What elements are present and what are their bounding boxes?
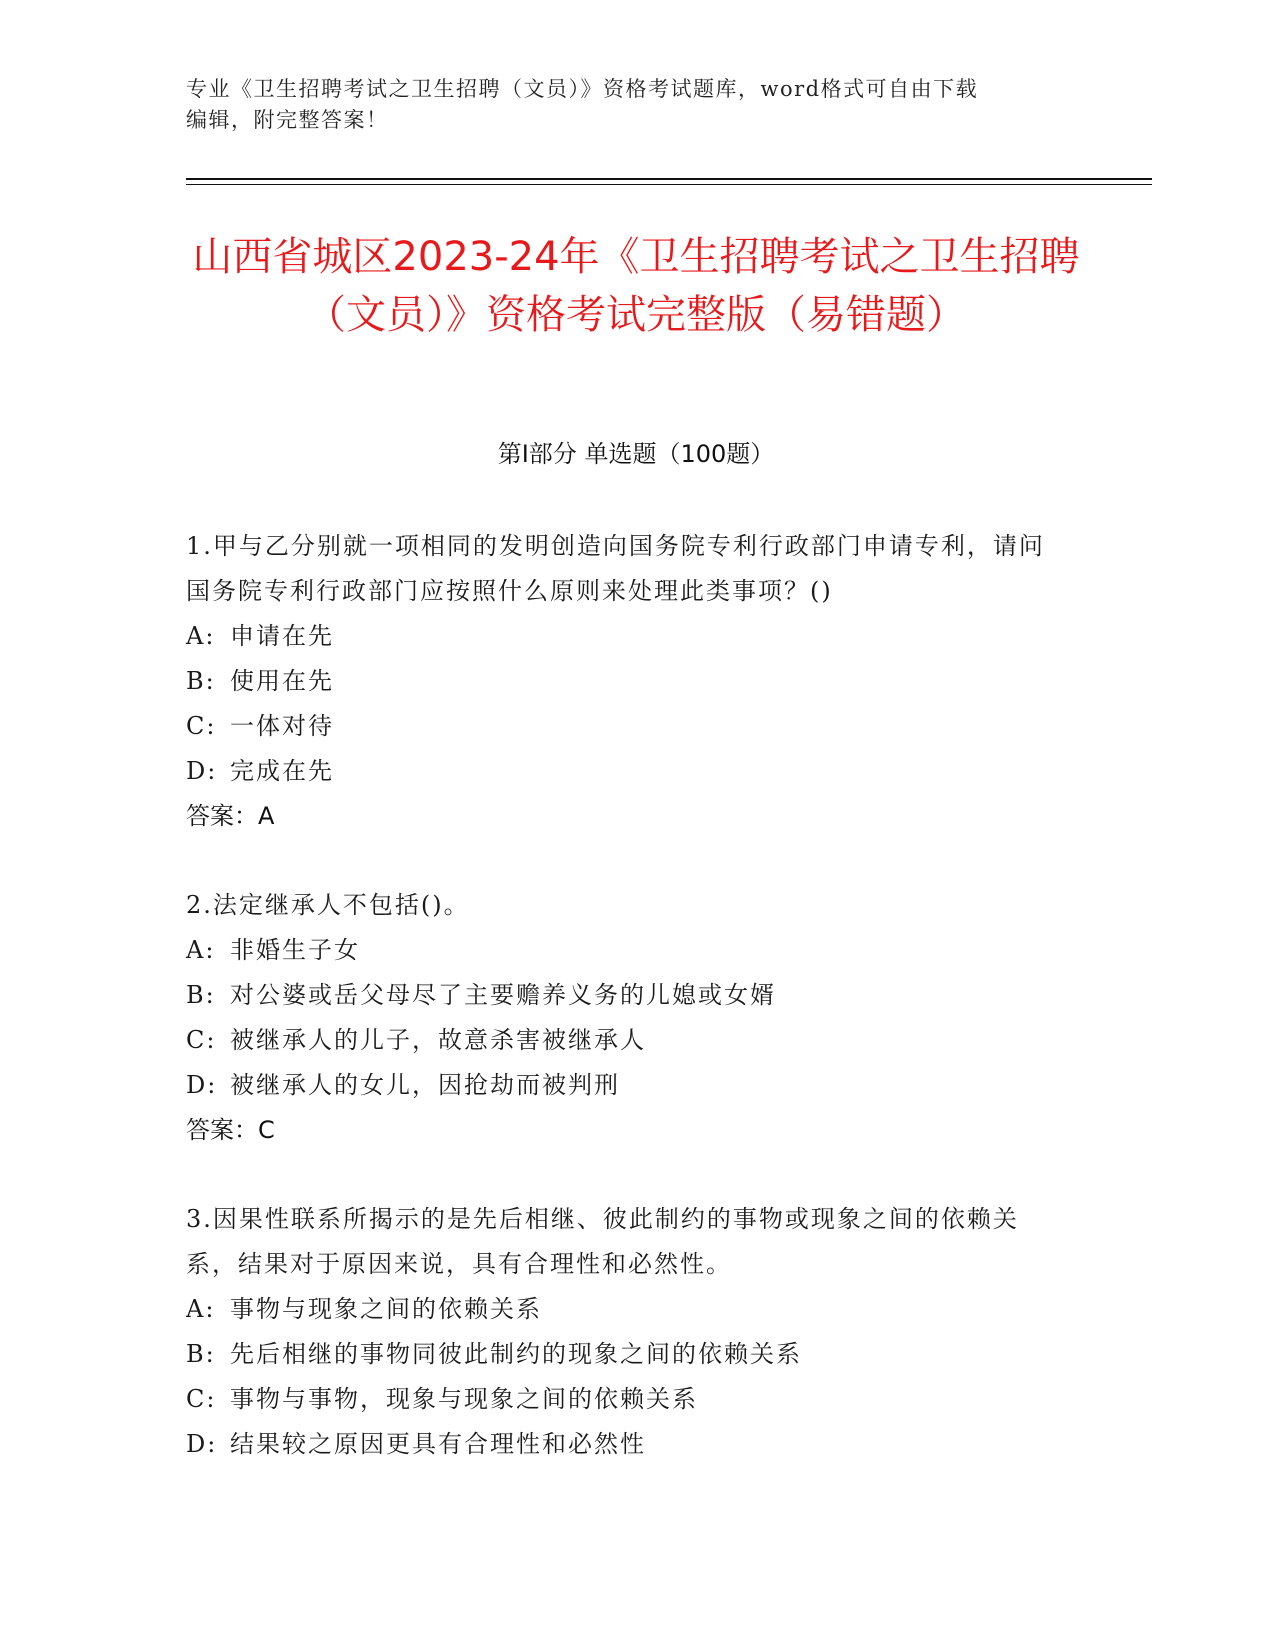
answer-value: A <box>258 802 275 830</box>
option-d <box>186 1063 1066 1108</box>
option-letter: A: <box>186 622 216 650</box>
header-divider-thin <box>186 184 1152 185</box>
option-c <box>186 704 1066 749</box>
option-c <box>186 1018 1066 1063</box>
option-letter: D: <box>186 1430 218 1458</box>
document-title: 山西省城区2023-24年《卫生招聘考试之卫生招聘（文员）》资格考试完整版（易错题） <box>192 234 1080 338</box>
question-list <box>186 524 1066 1511</box>
answer-label: 答案： <box>186 1116 258 1144</box>
option-letter: A: <box>186 1295 216 1323</box>
option-d <box>186 1422 1066 1467</box>
option-c <box>186 1377 1066 1422</box>
option-letter: B: <box>186 667 216 695</box>
option-d <box>186 749 1066 794</box>
question-text: 因果性联系所揭示的是先后相继、彼此制约的事物或现象之间的依赖关系，结果对于原因来说，具有合理性和必然性。 <box>186 1205 1019 1278</box>
question-stem <box>186 524 1066 614</box>
question-number: 2. <box>186 891 213 919</box>
header-note-line-2: 编辑，附完整答案！ <box>186 108 389 132</box>
section-title: 第I部分 单选题（100题） <box>497 440 775 468</box>
option-text: 使用在先 <box>230 667 334 695</box>
option-text: 一体对待 <box>230 712 334 740</box>
answer-line <box>186 794 1066 839</box>
question-stem <box>186 883 1066 928</box>
option-a <box>186 614 1066 659</box>
question-2 <box>186 883 1066 1153</box>
option-a <box>186 928 1066 973</box>
option-b <box>186 1332 1066 1377</box>
answer-line <box>186 1108 1066 1153</box>
header-note-line-1: 专业《卫生招聘考试之卫生招聘（文员）》资格考试题库，word格式可自由下载 <box>186 77 979 101</box>
question-number: 3. <box>186 1205 213 1233</box>
answer-value: C <box>258 1116 275 1144</box>
header-note <box>186 74 1086 136</box>
option-text: 对公婆或岳父母尽了主要赡养义务的儿媳或女婿 <box>230 981 776 1009</box>
option-a <box>186 1287 1066 1332</box>
option-text: 申请在先 <box>230 622 334 650</box>
option-text: 非婚生子女 <box>230 936 360 964</box>
option-text: 被继承人的儿子，故意杀害被继承人 <box>230 1026 646 1054</box>
option-letter: B: <box>186 1340 216 1368</box>
answer-label: 答案： <box>186 802 258 830</box>
option-text: 结果较之原因更具有合理性和必然性 <box>230 1430 646 1458</box>
option-letter: C: <box>186 712 217 740</box>
header-divider-thick <box>186 178 1152 180</box>
option-letter: C: <box>186 1026 217 1054</box>
question-text: 法定继承人不包括()。 <box>212 891 470 919</box>
option-text: 事物与现象之间的依赖关系 <box>230 1295 542 1323</box>
option-letter: A: <box>186 936 216 964</box>
option-text: 先后相继的事物同彼此制约的现象之间的依赖关系 <box>230 1340 802 1368</box>
option-text: 被继承人的女儿，因抢劫而被判刑 <box>230 1071 620 1099</box>
question-text: 甲与乙分别就一项相同的发明创造向国务院专利行政部门申请专利，请问国务院专利行政部门应按照什么原则来处理此类事项？() <box>186 532 1045 605</box>
option-letter: C: <box>186 1385 217 1413</box>
question-3 <box>186 1197 1066 1467</box>
question-1 <box>186 524 1066 839</box>
option-b <box>186 973 1066 1018</box>
question-number: 1. <box>186 532 213 560</box>
question-stem <box>186 1197 1066 1287</box>
option-text: 完成在先 <box>230 757 334 785</box>
option-b <box>186 659 1066 704</box>
option-text: 事物与事物，现象与现象之间的依赖关系 <box>230 1385 698 1413</box>
option-letter: D: <box>186 757 218 785</box>
option-letter: B: <box>186 981 216 1009</box>
option-letter: D: <box>186 1071 218 1099</box>
